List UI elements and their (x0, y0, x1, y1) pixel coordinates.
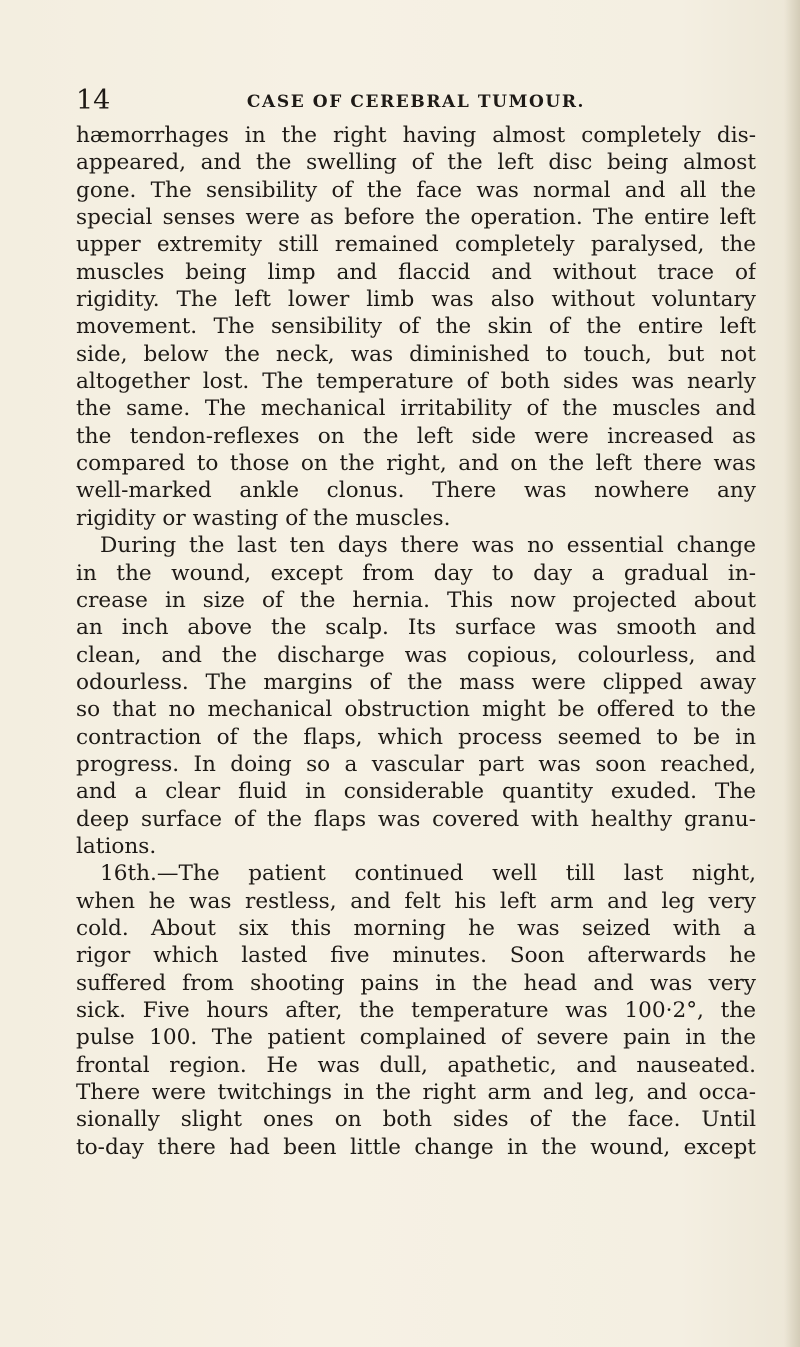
text-line: lations. (76, 833, 157, 859)
text-line: sionally slight ones on both sides of the face. Until (76, 1107, 756, 1133)
text-line: gone. The sensibility of the face was normal and all the (76, 177, 756, 203)
text-line: to-day there had been little change in the wound, except (76, 1134, 756, 1160)
text-line: the tendon-reflexes on the left side were increased as (76, 423, 756, 449)
text-line: compared to those on the right, and on the left there was (76, 451, 756, 477)
page-number: 14 (76, 85, 111, 116)
text-line: altogether lost. The temperature of both sides was nearly (76, 369, 756, 395)
text-line: special senses were as before the operation. The entire left (76, 205, 756, 231)
text-line: an inch above the scalp. Its surface was smooth and (76, 615, 756, 641)
text-line: odourless. The margins of the mass were clipped away (76, 669, 756, 695)
text-line: progress. In doing so a vascular part was soon reached, (76, 751, 756, 777)
text-line: side, below the neck, was diminished to touch, but not (76, 341, 756, 367)
text-line: deep surface of the flaps was covered with healthy granu- (76, 806, 756, 832)
text-line: muscles being limp and flaccid and without trace of (76, 259, 756, 285)
text-line: pulse 100. The patient complained of severe pain in the (76, 1025, 756, 1051)
text-line: sick. Five hours after, the temperature was 100·2°, the (76, 998, 756, 1023)
page-edge-shadow (784, 0, 800, 1347)
text-line: rigidity. The left lower limb was also without voluntary (76, 287, 756, 313)
text-line: so that no mechanical obstruction might be offered to the (76, 697, 756, 723)
text-line: rigidity or wasting of the muscles. (76, 505, 451, 531)
text-line: and a clear fluid in considerable quantity exuded. The (76, 779, 756, 805)
text-line: crease in size of the hernia. This now projected about (76, 587, 756, 613)
text-line: movement. The sensibility of the skin of the entire left (76, 314, 756, 340)
text-line: contraction of the flaps, which process seemed to be in (76, 724, 756, 750)
body-text (76, 122, 756, 1161)
text-line: well-marked ankle clonus. There was nowhere any (76, 478, 756, 504)
text-line: in the wound, except from day to day a gradual in- (76, 560, 756, 586)
text-line: suffered from shooting pains in the head and was very (76, 970, 756, 996)
text-line: when he was restless, and felt his left arm and leg very (76, 888, 756, 914)
text-line: upper extremity still remained completely paralysed, the (76, 232, 756, 258)
page-header (76, 86, 756, 116)
text-line: During the last ten days there was no essential change (100, 533, 756, 559)
text-line: the same. The mechanical irritability of the muscles and (76, 396, 756, 422)
text-line: 16th.—The patient continued well till last night, (100, 861, 756, 887)
text-line: frontal region. He was dull, apathetic, and nauseated. (76, 1052, 756, 1078)
text-line: hæmorrhages in the right having almost completely dis- (76, 123, 756, 148)
text-line: cold. About six this morning he was seized with a (76, 915, 756, 941)
text-line: rigor which lasted five minutes. Soon afterwards he (76, 943, 756, 969)
text-line: appeared, and the swelling of the left disc being almost (76, 150, 756, 176)
text-line: There were twitchings in the right arm and leg, and occa- (76, 1080, 756, 1106)
running-head: CASE OF CEREBRAL TUMOUR. (246, 92, 586, 112)
text-line: clean, and the discharge was copious, colourless, and (76, 642, 756, 668)
